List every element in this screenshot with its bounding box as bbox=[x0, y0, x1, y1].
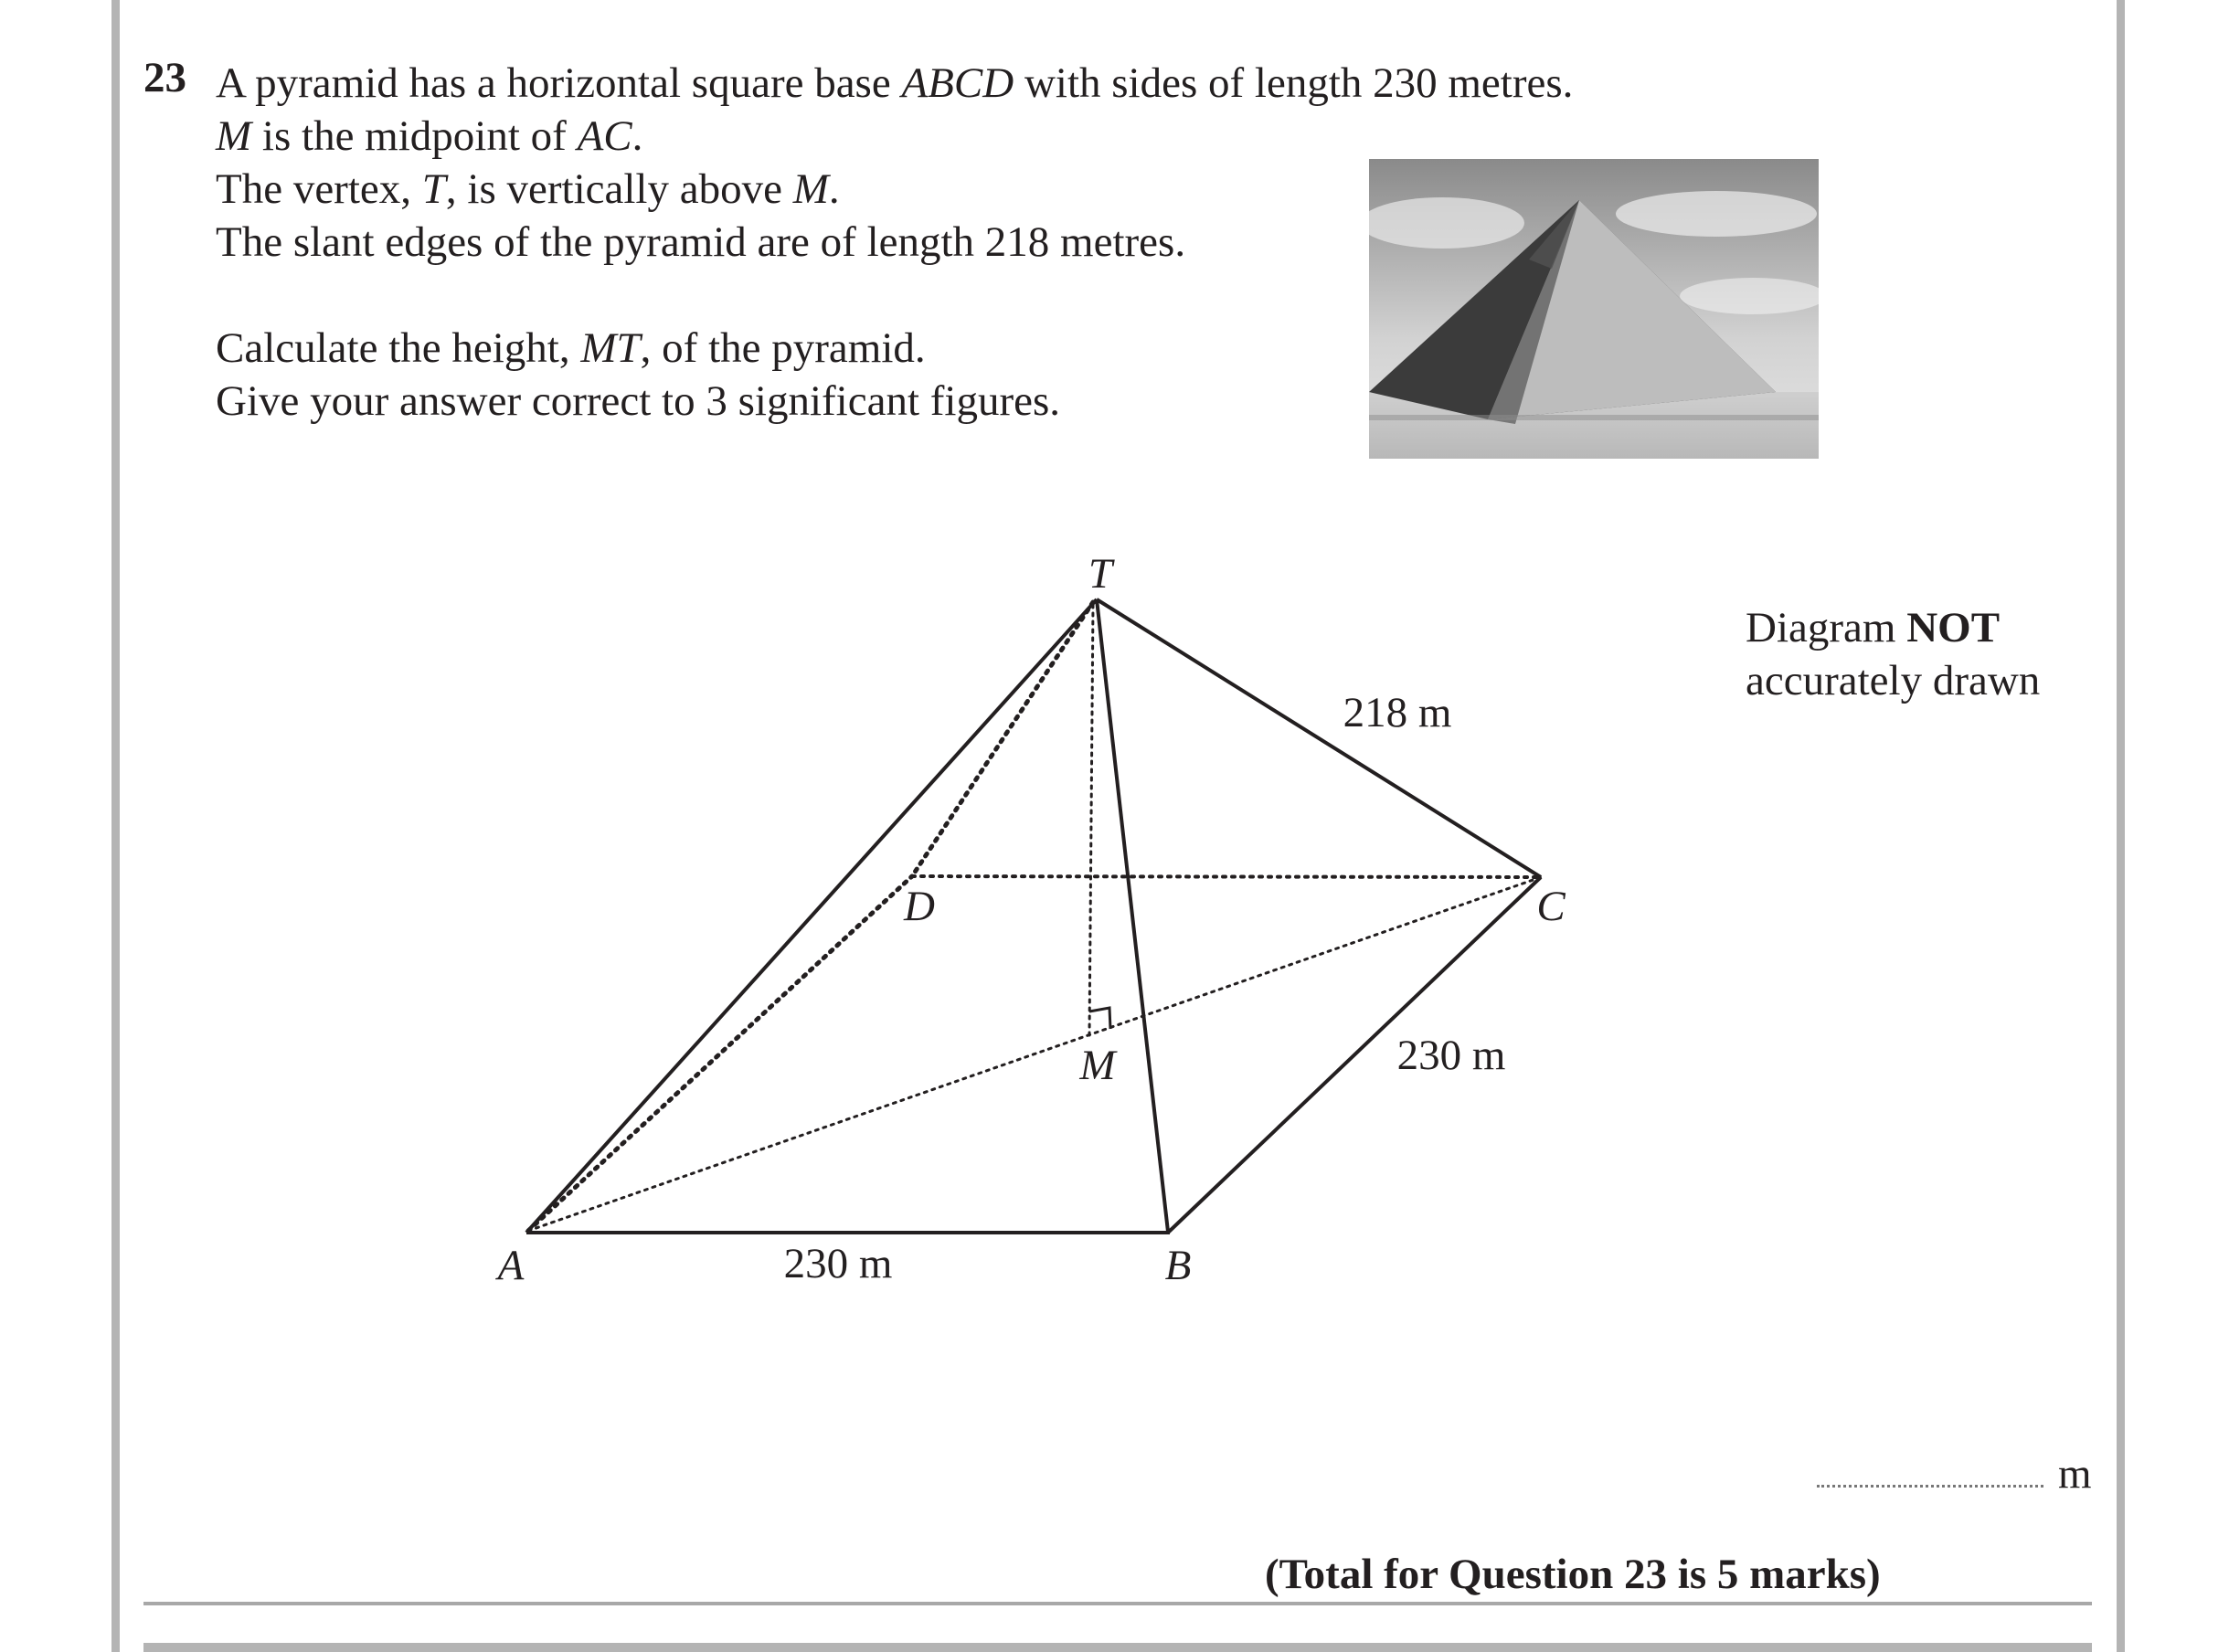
question-line-3-part-c: , is vertically above bbox=[445, 165, 793, 213]
vertex-name: T bbox=[421, 165, 446, 213]
question-line-2-part-b: is the midpoint of bbox=[251, 112, 578, 160]
diagram-note-line-2: accurately drawn bbox=[1746, 657, 2041, 704]
question-line-3-part-a: The vertex, bbox=[216, 165, 422, 213]
edge-AD bbox=[528, 876, 912, 1231]
diagram-note-text: Diagram bbox=[1746, 604, 1907, 651]
edge-DC bbox=[912, 876, 1541, 877]
midpoint-name: M bbox=[216, 112, 252, 160]
label-side-bc: 230 m bbox=[1396, 1032, 1506, 1079]
question-line-4: The slant edges of the pyramid are of length 218 metres. bbox=[216, 218, 1186, 266]
midpoint-name-2: M bbox=[792, 165, 829, 213]
question-line-1-part-c: with sides of length 230 metres. bbox=[1014, 59, 1574, 107]
question-line-5-part-a: Calculate the height, bbox=[216, 324, 581, 372]
question-line-6: Give your answer correct to 3 significant figures. bbox=[216, 377, 1061, 425]
question-line-3-part-e: . bbox=[828, 165, 840, 213]
diagram-note-line-1 bbox=[1746, 601, 2040, 654]
diagonal-name: AC bbox=[577, 112, 632, 160]
question-line-2-part-d: . bbox=[632, 112, 643, 160]
bottom-rule bbox=[143, 1602, 2092, 1605]
edge-TA bbox=[526, 599, 1097, 1233]
diagram-note-not: NOT bbox=[1906, 604, 2001, 651]
height-TM bbox=[1089, 605, 1093, 1035]
label-side-ab: 230 m bbox=[783, 1240, 893, 1287]
label-C: C bbox=[1536, 883, 1566, 930]
right-angle-mark bbox=[1089, 1008, 1110, 1029]
label-T: T bbox=[1088, 550, 1113, 598]
edge-TC bbox=[1097, 599, 1541, 877]
diagram-note bbox=[1746, 601, 2040, 707]
label-A: A bbox=[497, 1242, 525, 1289]
answer-unit: m bbox=[2058, 1450, 2092, 1498]
answer-dots[interactable] bbox=[1817, 1477, 2043, 1488]
label-M: M bbox=[1079, 1042, 1116, 1089]
height-name: MT bbox=[580, 324, 641, 372]
answer-line[interactable] bbox=[1817, 1447, 2092, 1500]
edge-TB bbox=[1097, 599, 1168, 1232]
question-number: 23 bbox=[143, 54, 186, 101]
base-name: ABCD bbox=[901, 59, 1014, 107]
label-D: D bbox=[904, 883, 935, 930]
label-slant-edge: 218 m bbox=[1343, 689, 1452, 736]
edge-TD bbox=[912, 602, 1093, 876]
label-B: B bbox=[1164, 1242, 1192, 1289]
page-bottom-border bbox=[143, 1643, 2092, 1652]
edge-AC bbox=[528, 877, 1541, 1231]
question-line-1-part-a: A pyramid has a horizontal square base bbox=[216, 59, 902, 107]
question-line-5-part-c: , of the pyramid. bbox=[640, 324, 926, 372]
question-total: (Total for Question 23 is 5 marks) bbox=[1265, 1551, 1881, 1598]
